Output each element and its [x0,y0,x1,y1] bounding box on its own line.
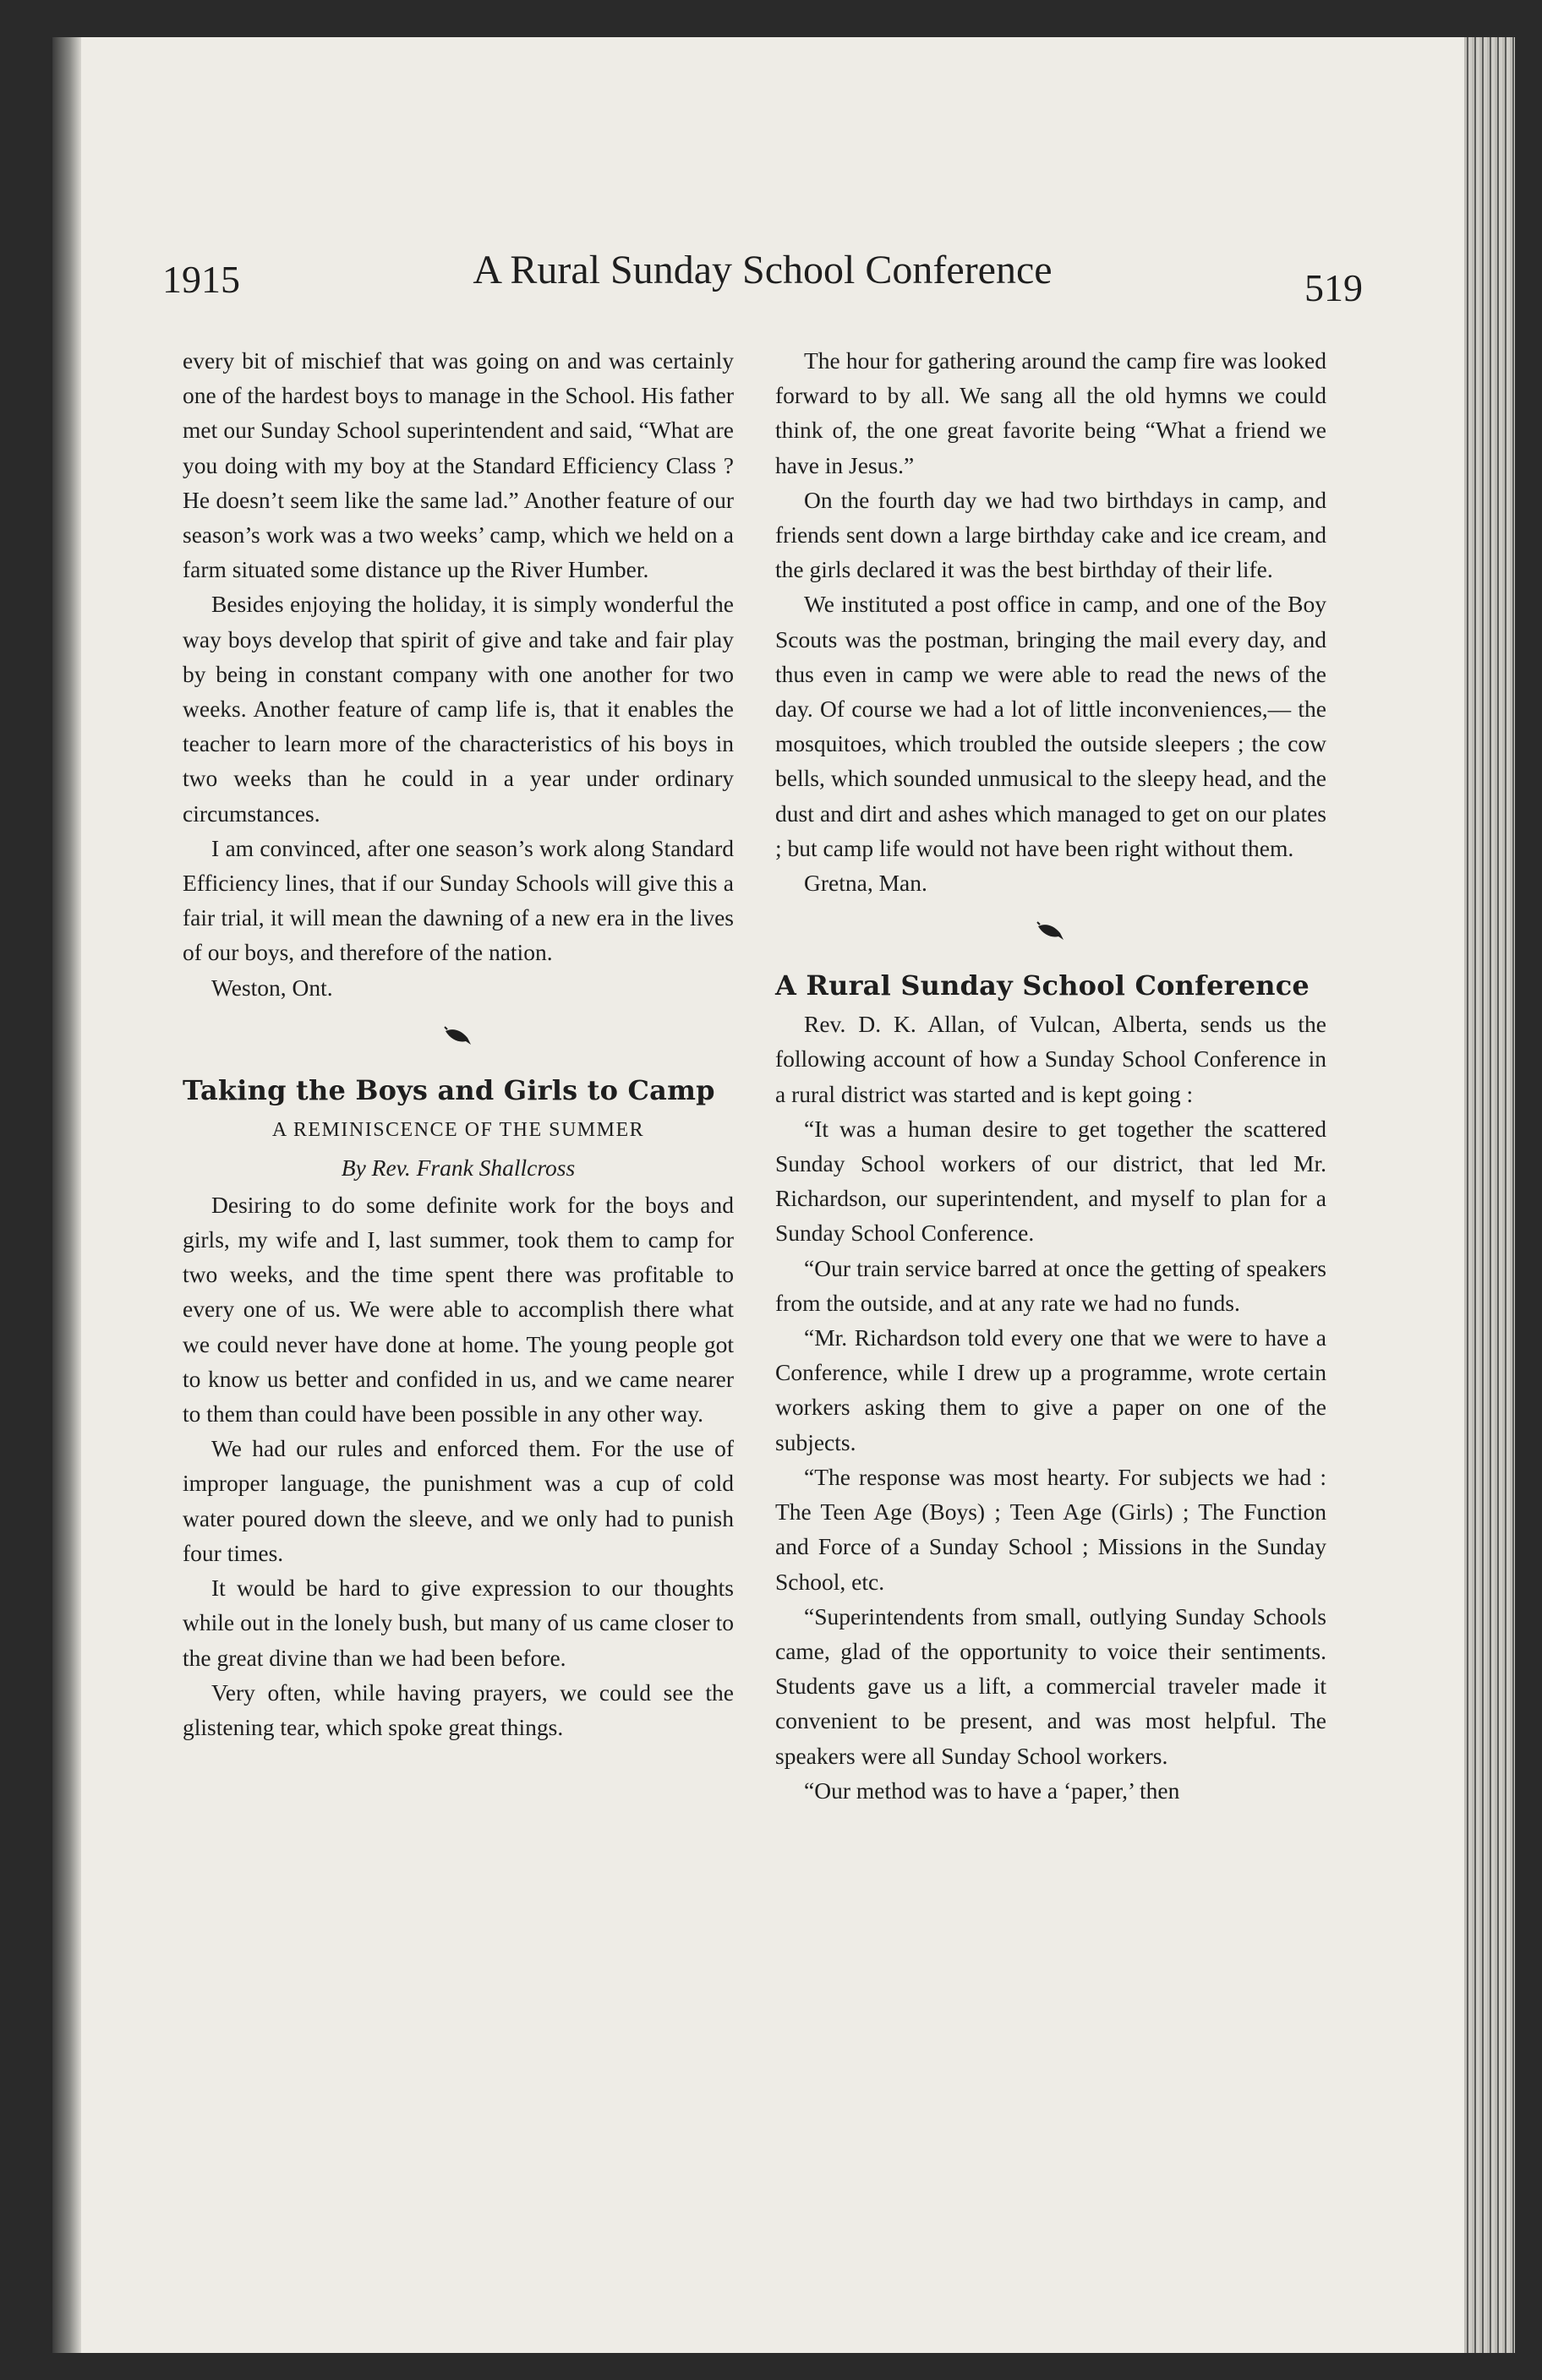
leaf-ornament-icon [775,900,1326,964]
page-number: 519 [1304,266,1363,309]
paragraph: “Superintendents from small, outlying Sunday Schools came, glad of the opportunity to voice their sentiments. Students gave us a lift, a commercial traveler made it convenient to be present, and was most helpful. The speakers were all Sunday School workers. [775,1602,1326,1769]
running-header [162,240,1363,308]
left-column [183,343,734,1744]
paragraph: “The response was most hearty. For subjects we had : The Teen Age (Boys) ; Teen Age (Girls) ; The Function and Force of a Sunday School ; Missions in the Sunday School, etc. [775,1463,1326,1595]
paragraph: Very often, while having prayers, we could see the glistening tear, which spoke great things. [183,1679,734,1740]
article-title: A Rural Sunday School Conference [775,969,1310,1002]
paragraph: We instituted a post office in camp, and one of the Boy Scouts was the postman, bringing the mail every day, and thus even in camp we were able to read the news of the day. Of course we had a lot of little inconveniences,— the mosquitoes, which troubled the outside sleepers ; the cow bells, which sounded unmusical to the sleepy head, and the dust and dirt and ashes which managed to get on our plates ; but camp life would not have been right without them. [775,591,1326,861]
paragraph: It would be hard to give expression to our thoughts while out in the lonely bush, but many of us came closer to the great divine than we had been before. [183,1575,734,1671]
right-column [775,343,1326,1808]
paragraph: “Our method was to have a ‘paper,’ then [804,1777,1180,1804]
paragraph: Desiring to do some definite work for the boys and girls, my wife and I, last summer, took them to camp for two weeks, and the time spent there was profitable to every one of us. We were able to accomplish there what we could never have done at home. The young people got to know us better and confided in us, and we came nearer to them than could have been possible in any other way. [183,1191,734,1427]
paragraph: On the fourth day we had two birthdays in camp, and friends sent down a large birthday cake and ice cream, and the girls declared it was the best birthday of their life. [775,486,1326,583]
book-page [52,37,1515,2353]
paragraph: every bit of mischief that was going on and was certainly one of the hardest boys to manage in the School. His father met our Sunday School superintendent and said, “What are you doing with my boy at the Standard Efficiency Class ? He doesn’t seem like the same lad.” Another feature of our season’s work was a two weeks’ camp, which we held on a farm situated some distance up the River Humber. [183,347,734,583]
page-gutter [52,37,81,2353]
article-byline: By Rev. Frank Shallcross [341,1154,576,1181]
article-subtitle: A REMINISCENCE OF THE SUMMER [271,1118,645,1141]
paragraph: “Our train service barred at once the getting of speakers from the outside, and at any rate we had no funds. [775,1254,1326,1316]
signoff: Gretna, Man. [804,870,927,897]
paragraph: I am convinced, after one season’s work along Standard Efficiency lines, that if our Sunday Schools will give this a fair trial, it will mean the dawning of a new era in the lives of our boys, and therefore of the nation. [183,834,734,966]
paragraph: Rev. D. K. Allan, of Vulcan, Alberta, sends us the following account of how a Sunday School Conference in a rural district was started and is kept going : [775,1011,1326,1107]
paragraph: The hour for gathering around the camp fire was looked forward to by all. We sang all the old hymns we could think of, the one great favorite being “What a friend we have in Jesus.” [775,347,1326,478]
paragraph: “It was a human desire to get together the scattered Sunday School workers of our district, that led Mr. Richardson, our superintendent, and myself to plan for a Sunday School Conference. [775,1115,1326,1247]
article-title: Taking the Boys and Girls to Camp [183,1073,715,1106]
header-year: 1915 [162,258,240,301]
paragraph: Besides enjoying the holiday, it is simply wonderful the way boys develop that spirit of give and take and fair play by being in constant company with one another for two weeks. Another feature of camp life is, that it enables the teacher to learn more of the characteristics of his boys in two weeks than he could in a year under ordinary circumstances. [183,591,734,827]
header-title: A Rural Sunday School Conference [473,248,1053,292]
leaf-ornament-icon [183,1005,734,1069]
signoff: Weston, Ont. [211,974,333,1001]
page-edge [1464,37,1515,2353]
paragraph: We had our rules and enforced them. For the use of improper language, the punishment was a cup of cold water poured down the sleeve, and we only had to punish four times. [183,1435,734,1566]
paragraph: “Mr. Richardson told every one that we were to have a Conference, while I drew up a programme, wrote certain workers asking them to give a paper on one of the subjects. [775,1324,1326,1455]
